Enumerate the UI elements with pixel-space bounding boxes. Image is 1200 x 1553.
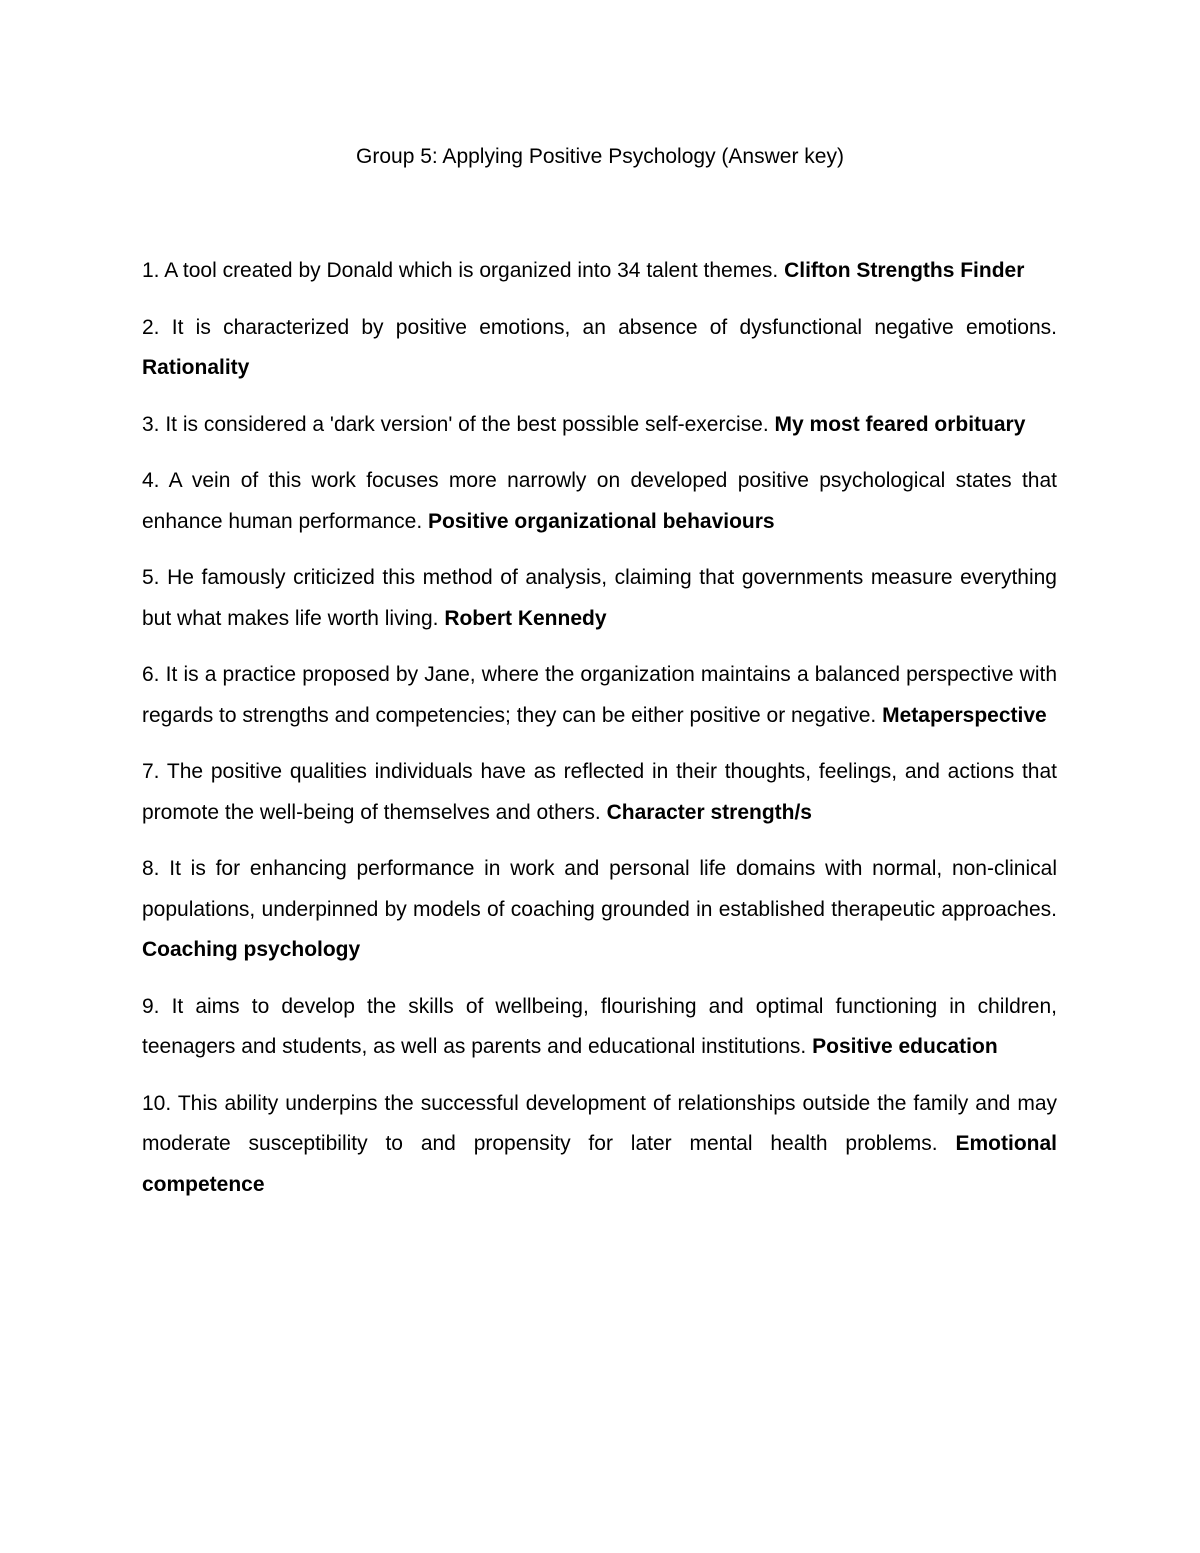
- answer-text: Positive education: [812, 1035, 998, 1058]
- answer-text: Robert Kennedy: [444, 606, 607, 630]
- answer-text: My most feared orbituary: [774, 412, 1026, 436]
- question-item-10: [142, 1084, 1057, 1206]
- question-text: 1. A tool created by Donald which is organized into 34 talent themes.: [142, 259, 779, 282]
- question-text: 3. It is considered a 'dark version' of the best possible self-exercise.: [142, 412, 769, 436]
- question-item-6: [142, 655, 1057, 736]
- question-item-4: [142, 461, 1057, 542]
- answer-text: Metaperspective: [882, 703, 1047, 727]
- question-item-9: [142, 987, 1057, 1068]
- answer-text: Rationality: [142, 356, 250, 379]
- question-text: 9. It aims to develop the skills of wellbeing, flourishing and optimal functioning in children, teenagers and students, as well as parents and educational institutions.: [142, 994, 1057, 1058]
- question-text: 10. This ability underpins the successful development of relationships outside the family and may moderate susceptibility to and propensity for later mental health problems.: [142, 1091, 1057, 1155]
- question-item-7: [142, 752, 1057, 833]
- answer-text: Clifton Strengths Finder: [784, 259, 1025, 282]
- question-text: 7. The positive qualities individuals have as reflected in their thoughts, feelings, and actions that promote the well-being of themselves and others.: [142, 760, 1057, 824]
- answer-text: Coaching psychology: [142, 938, 361, 961]
- answer-text: Positive organizational behaviours: [428, 509, 775, 533]
- question-text: 6. It is a practice proposed by Jane, where the organization maintains a balanced perspective with regards to strengths and competencies; they can be either positive or negative.: [142, 663, 1057, 727]
- question-item-2: [142, 308, 1057, 389]
- question-text: 8. It is for enhancing performance in work and personal life domains with normal, non-clinical populations, underpinned by models of coaching grounded in established therapeutic approaches.: [142, 857, 1057, 921]
- question-item-8: [142, 849, 1057, 971]
- question-text: 4. A vein of this work focuses more narrowly on developed positive psychological states that enhance human performance.: [142, 469, 1057, 533]
- question-text: 2. It is characterized by positive emotions, an absence of dysfunctional negative emotions.: [142, 315, 1057, 339]
- question-text: 5. He famously criticized this method of analysis, claiming that governments measure everything but what makes life worth living.: [142, 566, 1057, 630]
- question-item-3: [142, 405, 1057, 446]
- page-title: Group 5: Applying Positive Psychology (Answer key): [356, 145, 844, 168]
- question-item-1: [142, 251, 1057, 292]
- question-list: [142, 251, 1057, 1221]
- answer-text: Emotional competence: [142, 1132, 1057, 1196]
- question-item-5: [142, 558, 1057, 639]
- answer-text: Character strength/s: [606, 800, 812, 824]
